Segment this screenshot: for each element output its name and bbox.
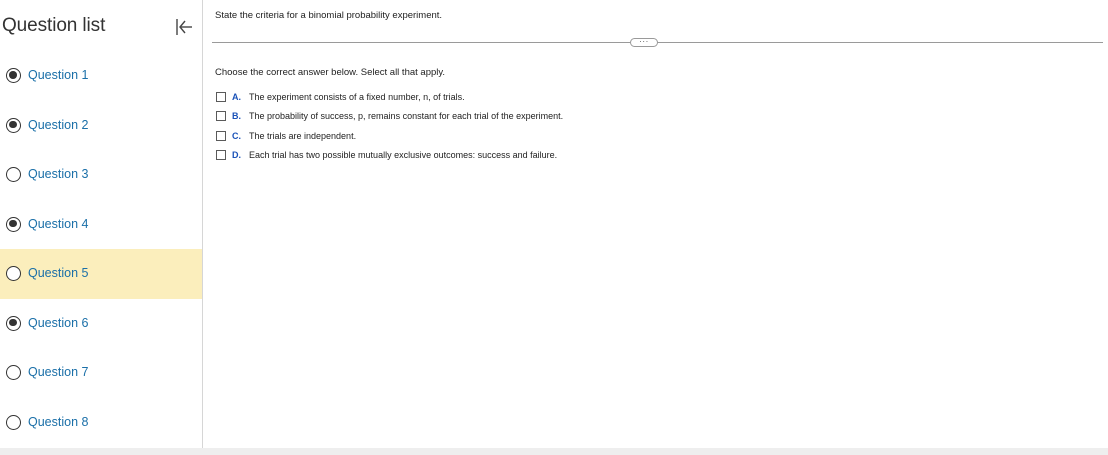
option-checkbox[interactable] <box>216 111 226 121</box>
expand-more-button[interactable]: ··· <box>630 38 658 47</box>
option-checkbox[interactable] <box>216 131 226 141</box>
question-item-5[interactable] <box>0 249 202 299</box>
option-letter: C. <box>232 130 241 141</box>
question-label[interactable]: Question 4 <box>28 216 89 231</box>
option-letter: D. <box>232 149 241 160</box>
option-text[interactable]: Each trial has two possible mutually exclusive outcomes: success and failure. <box>249 149 558 160</box>
question-list-sidebar <box>0 0 203 448</box>
collapse-sidebar-button[interactable] <box>173 16 195 38</box>
answer-instruction: Choose the correct answer below. Select all that apply. <box>215 67 446 78</box>
sidebar-title: Question list <box>2 15 106 36</box>
question-item-2[interactable] <box>0 101 202 151</box>
question-status-radio <box>6 167 21 182</box>
question-status-radio <box>6 217 21 232</box>
question-item-3[interactable] <box>0 150 202 200</box>
question-label[interactable]: Question 8 <box>28 414 89 429</box>
question-prompt: State the criteria for a binomial probability experiment. <box>215 10 443 21</box>
question-label[interactable]: Question 6 <box>28 315 89 330</box>
option-text[interactable]: The probability of success, p, remains constant for each trial of the experiment. <box>249 111 564 122</box>
question-label[interactable]: Question 2 <box>28 117 89 132</box>
question-status-radio <box>6 266 21 281</box>
question-panel <box>203 0 1108 448</box>
question-item-7[interactable] <box>0 348 202 398</box>
question-item-1[interactable] <box>0 51 202 101</box>
question-status-radio <box>6 118 21 133</box>
bottom-bar <box>0 448 1108 455</box>
question-label[interactable]: Question 5 <box>28 266 89 280</box>
question-status-radio <box>6 316 21 331</box>
question-item-4[interactable] <box>0 200 202 250</box>
question-status-radio <box>6 365 21 380</box>
option-checkbox[interactable] <box>216 92 226 102</box>
option-letter: B. <box>232 111 241 122</box>
question-label[interactable]: Question 3 <box>28 167 89 181</box>
question-list <box>0 51 202 447</box>
question-status-radio <box>6 415 21 430</box>
question-status-radio <box>6 68 21 83</box>
option-text[interactable]: The experiment consists of a fixed number, n, of trials. <box>249 92 465 102</box>
question-label[interactable]: Question 1 <box>28 68 89 82</box>
question-item-8[interactable] <box>0 398 202 448</box>
option-text[interactable]: The trials are independent. <box>249 130 357 141</box>
collapse-left-icon <box>173 16 195 38</box>
question-label[interactable]: Question 7 <box>28 365 89 379</box>
option-letter: A. <box>232 92 241 102</box>
question-item-6[interactable] <box>0 299 202 349</box>
option-checkbox[interactable] <box>216 150 226 160</box>
